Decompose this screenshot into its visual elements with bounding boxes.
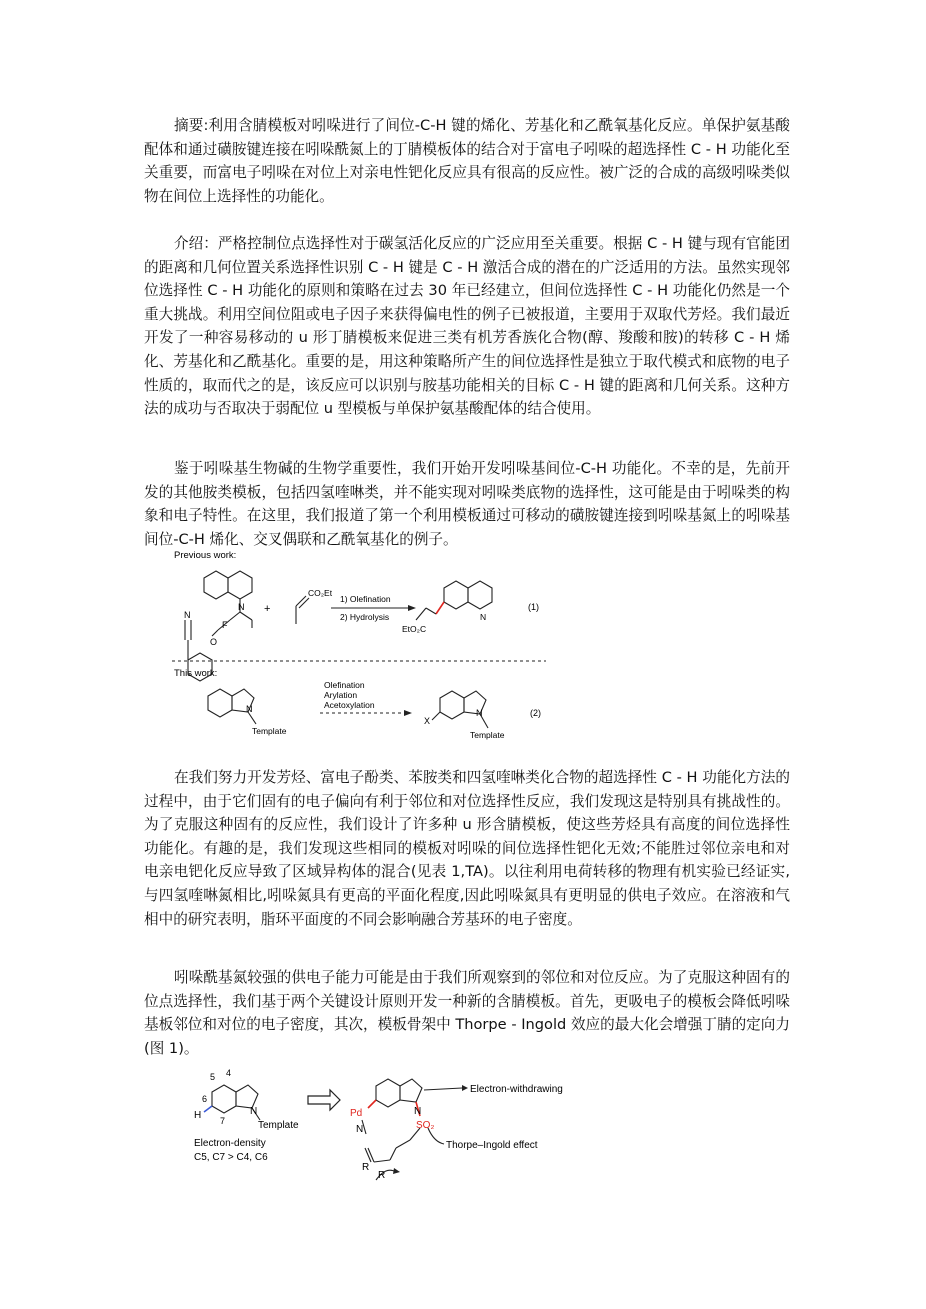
atom-n-2: N: [246, 704, 253, 714]
r-substituent-2: R: [378, 1170, 386, 1181]
step-2-label: 2) Hydrolysis: [340, 612, 390, 622]
electron-withdrawing-label: Electron-withdrawing: [470, 1084, 563, 1095]
abstract-paragraph: 摘要:利用含腈模板对吲哚进行了间位-C-H 键的烯化、芳基化和乙酰氧基化反应。单保护氨基酸配体和通过磺胺键连接在吲哚酰氮上的丁腈模板体的结合对于富电子吲哚的超选择性 C - H 功能化至关重要，而富电子吲哚在对位上对亲电性钯化反应具有很高的反应性。被广泛的合成的高级吲哚类似物在间位上选择性的功能化。: [144, 117, 790, 205]
figure-1: [190, 1068, 563, 1196]
x-substituent: X: [424, 716, 431, 726]
position-4: 4: [226, 1068, 232, 1078]
step-1-label: 1) Olefination: [340, 594, 391, 604]
density-order: C5, C7 > C4, C6: [194, 1152, 268, 1163]
pd-label: Pd: [350, 1108, 363, 1119]
atom-f: F: [222, 620, 228, 630]
reaction-scheme: [168, 548, 568, 744]
template-label-1: Template: [252, 726, 287, 736]
plus-sign: +: [264, 603, 271, 615]
product-ester: EtO₂C: [402, 624, 427, 634]
density-title: Electron-density: [194, 1138, 266, 1149]
template-label-2: Template: [470, 730, 505, 740]
atom-n-right: N: [414, 1106, 422, 1117]
position-7: 7: [220, 1116, 226, 1126]
atom-n-3: N: [476, 708, 483, 718]
condition-acetoxylation: Acetoxylation: [324, 700, 375, 710]
condition-olefination: Olefination: [324, 680, 365, 690]
position-5: 5: [210, 1072, 216, 1082]
template-text: Template: [258, 1120, 299, 1131]
design-paragraph: 吲哚酰基氮较强的供电子能力可能是由于我们所观察到的邻位和对位反应。为了克服这种固有的位点选择性，我们基于两个关键设计原则开发一种新的含腈模板。首先，更吸电子的模板会降低吲哚基板邻位和对位的电子密度，其次，模板骨架中 Thorpe - Ingold 效应的最大化会增强丁腈的定向力(图 1)。: [144, 969, 790, 1057]
product-nh: N: [480, 612, 487, 622]
this-work-label: This work:: [174, 668, 218, 679]
nitrile-n: N: [356, 1124, 364, 1135]
condition-arylation: Arylation: [324, 690, 358, 700]
previous-work-label: Previous work:: [174, 550, 237, 561]
challenge-paragraph: 在我们努力开发芳烃、富电子酚类、苯胺类和四氢喹啉类化合物的超选择性 C - H 功能化方法的过程中，由于它们固有的电子偏向有利于邻位和对位选择性反应，我们发现这是特别具有挑战性的。为了克服这种固有的反应性，我们设计了许多种 u 形含腈模板，使这些芳烃具有高度的间位选择性功能化。有趣的是，我们发现这些相同的模板对吲哚的间位选择性钯化无效;不能胜过邻位亲电和对电亲电钯化反应导致了区域异构体的混合(见表 1,TA)。以往利用电荷转移的物理有机实验已经证实,与四氢喹啉氮相比,吲哚氮具有更高的平面化程度,因此吲哚氮具有更明显的供电子效应。在溶液和气相中的研究表明，脂环平面度的不同会影响融合芳基环的电子密度。: [144, 769, 790, 928]
equation-2: (2): [530, 708, 541, 718]
atom-o: O: [210, 637, 218, 647]
atom-n-1: N: [238, 602, 245, 612]
equation-1: (1): [528, 602, 539, 612]
thorpe-ingold-label: Thorpe–Ingold effect: [446, 1140, 538, 1151]
reagent-label: CO₂Et: [308, 588, 333, 598]
r-substituent-1: R: [362, 1162, 370, 1173]
indole-paragraph: 鉴于吲哚基生物碱的生物学重要性，我们开始开发吲哚基间位-C-H 功能化。不幸的是，先前开发的其他胺类模板，包括四氢喹啉类，并不能实现对吲哚类底物的选择性，这可能是由于吲哚类的构象和电子特性。在这里，我们报道了第一个利用模板通过可移动的磺胺键连接到吲哚基氮上的吲哚基间位-C-H 烯化、交叉偶联和乙酰氧基化的例子。: [144, 460, 790, 548]
position-6: 6: [202, 1094, 208, 1104]
intro-paragraph: 介绍：严格控制位点选择性对于碳氢活化反应的广泛应用至关重要。根据 C - H 键与现有官能团的距离和几何位置关系选择性识别 C - H 键是 C - H 激活合成的潜在的广泛适用的方法。虽然实现邻位选择性 C - H 功能化的原则和策略在过去 30 年已经建立，但间位选择性 C - H 功能化仍然是一个重大挑战。利用空间位阻或电子因子来获得偏电性的例子已被报道，主要用于双取代芳烃。我们最近开发了一种容易移动的 u 形丁腈模板来促进三类有机芳香族化合物(醇、羧酸和胺)的转移 C - H 烯化、芳基化和乙酰基化。重要的是，用这种策略所产生的间位选择性是独立于取代模式和底物的电子性质的，取而代之的是，该反应可以识别与胺基功能相关的目标 C - H 键的距离和几何关系。这种方法的成功与否取决于弱配位 u 型模板与单保护氨基酸配体的结合使用。: [144, 235, 790, 418]
atom-h: H: [194, 1110, 202, 1121]
atom-n-nitrile: N: [184, 610, 191, 620]
so2-label: SO₂: [416, 1120, 435, 1131]
atom-n-left: N: [250, 1106, 258, 1117]
